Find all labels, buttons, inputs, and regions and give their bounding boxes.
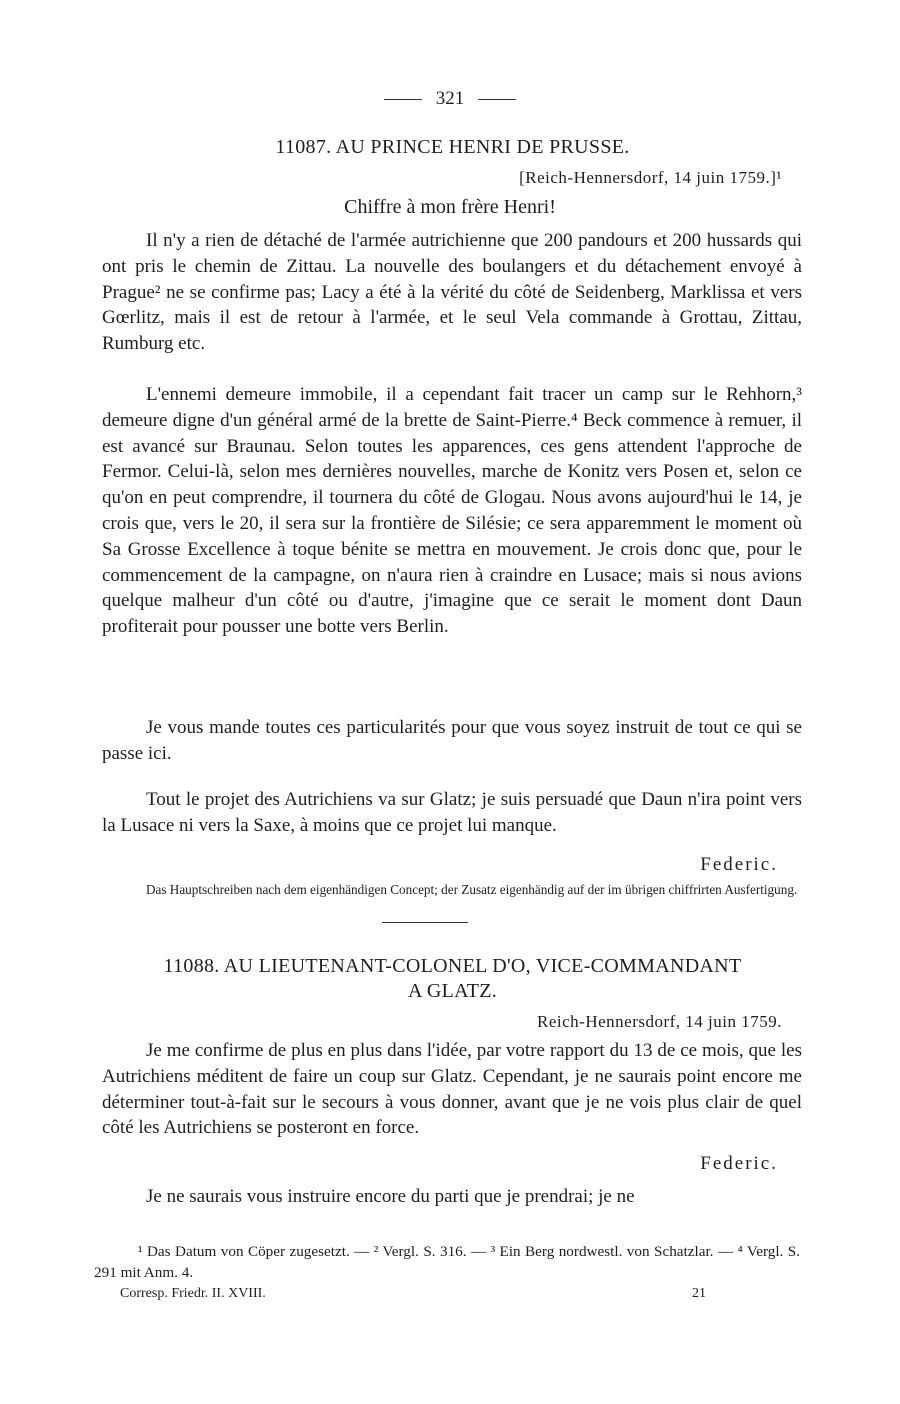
letter2-date: Reich-Hennersdorf, 14 juin 1759. xyxy=(537,1012,782,1031)
letter2-signature: Federic. xyxy=(700,1153,778,1174)
letter2-paragraph-1: Je me confirme de plus en plus dans l'idée, par votre rapport du 13 de ce mois, que les Autrichiens méditent de faire un coup sur Glatz. Cependant, je ne saurais point encore me déterminer tout-à-fait sur le secours à vous donner, avant que je ne vois plus clair de quel côté les Autrichiens se posteront en force. xyxy=(102,1040,802,1139)
letter1-paragraph-1: Il n'y a rien de détaché de l'armée autrichienne que 200 pandours et 200 hussards qui ont pris le chemin de Zittau. La nouvelle des boulangers et du détachement envoyé à Prague² ne se confirme pas; Lacy a été à la vérité du côté de Seidenberg, Marklissa et vers Gœrlitz, mais il est de retour à l'armée, et le seul Vela commande à Grottau, Zittau, Rumburg etc. xyxy=(102,230,802,355)
letter2-heading-line2: A GLATZ. xyxy=(407,980,498,1002)
page-number-line xyxy=(0,88,900,110)
rule-right xyxy=(478,99,516,100)
letter2-heading-line1: 11088. AU LIEUTENANT-COLONEL D'O, VICE-COMMANDANT xyxy=(163,955,742,977)
footnotes: ¹ Das Datum von Cöper zugesetzt. — ² Vergl. S. 316. — ³ Ein Berg nordwestl. von Schatzlar. — ⁴ Vergl. S. 291 mit Anm. 4. xyxy=(94,1243,800,1281)
footer-volume: Corresp. Friedr. II. XVIII. xyxy=(120,1286,266,1301)
letter1-date: [Reich-Hennersdorf, 14 juin 1759.]¹ xyxy=(519,168,782,187)
letter1-subtitle: Chiffre à mon frère Henri! xyxy=(344,196,556,218)
rule-left xyxy=(384,99,422,100)
section-separator xyxy=(382,922,468,923)
page-number: 321 xyxy=(435,88,465,109)
letter1-source-note: Das Hauptschreiben nach dem eigenhändigen Concept; der Zusatz eigenhändig auf der im übrigen chiffrirten Ausfertigung. xyxy=(146,882,798,897)
letter1-paragraph-3: Je vous mande toutes ces particularités pour que vous soyez instruit de tout ce qui se passe ici. xyxy=(102,717,802,764)
letter1-postscript: Tout le projet des Autrichiens va sur Glatz; je suis persuadé que Daun n'ira point vers la Lusace ni vers la Saxe, à moins que ce projet lui manque. xyxy=(102,789,802,836)
letter1-paragraph-2: L'ennemi demeure immobile, il a cependant fait tracer un camp sur le Rehhorn,³ demeure digne d'un général armé de la brette de Saint-Pierre.⁴ Beck commence à remuer, il est avancé sur Braunau. Selon toutes les apparences, ces gens attendent l'approche de Fermor. Celui-là, selon mes dernières nouvelles, marche de Konitz vers Posen et, selon ce qu'on en peut comprendre, il tournera du côté de Glogau. Nous avons aujourd'hui le 14, je crois que, vers le 20, il sera sur la frontière de Silésie; ce sera apparemment le moment où Sa Grosse Excellence à toque bénite se mettra en mouvement. Je crois donc que, pour le commencement de la campagne, on n'aura rien à craindre en Lusace; mais si nous avions quelque malheur d'un côté ou d'autre, j'imagine que ce serait le moment dont Daun profiterait pour pousser une botte vers Berlin. xyxy=(102,384,802,638)
footer-signature-mark: 21 xyxy=(692,1286,706,1301)
letter2-paragraph-2: Je ne saurais vous instruire encore du parti que je prendrai; je ne xyxy=(146,1186,635,1207)
letter1-signature: Federic. xyxy=(700,854,778,875)
letter1-heading: 11087. AU PRINCE HENRI DE PRUSSE. xyxy=(275,136,630,158)
